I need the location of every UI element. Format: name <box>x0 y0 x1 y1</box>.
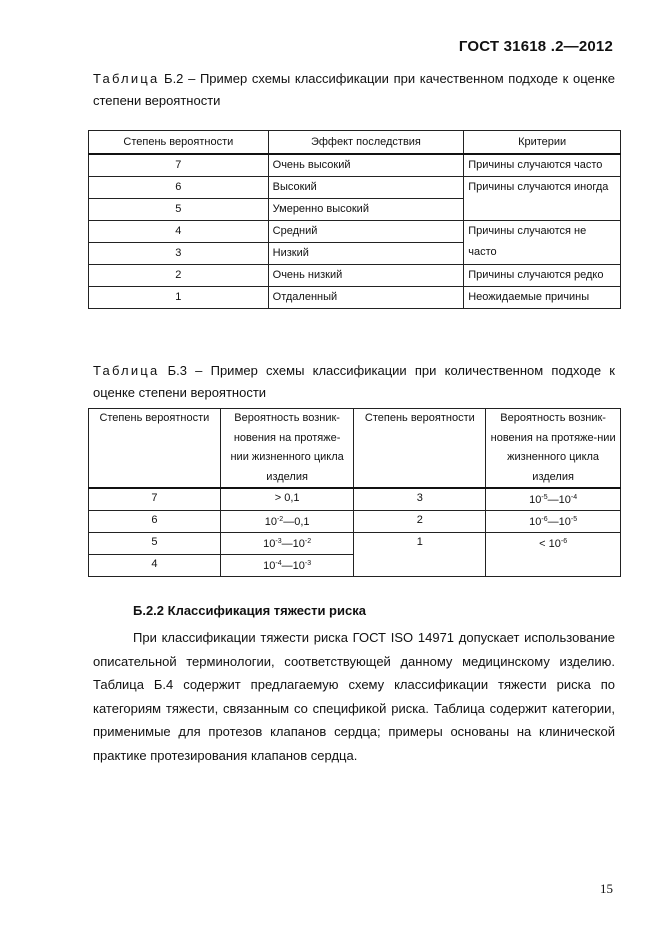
level-cell: 6 <box>89 177 269 199</box>
level-cell: 4 <box>89 555 221 577</box>
prob-base: —0,1 <box>283 516 310 528</box>
level-cell: 1 <box>354 533 486 577</box>
effect-cell: Отдаленный <box>268 287 464 309</box>
prob-exponent: -5 <box>570 516 578 523</box>
level-cell: 5 <box>89 199 269 221</box>
page-number: 15 <box>600 881 613 896</box>
column-header: Вероятность возник-новения на протяже-нии жизненного цикла изделия <box>220 409 354 489</box>
probability-cell <box>220 488 354 511</box>
prob-exponent: -6 <box>541 516 548 523</box>
effect-cell: Высокий <box>268 177 464 199</box>
prob-base: > 0,1 <box>274 492 300 504</box>
table-header-row <box>89 131 621 155</box>
table-row <box>89 287 621 309</box>
criteria-cell: Причины случаются иногда <box>464 177 621 221</box>
prob-base: 10 <box>264 516 277 528</box>
prob-base: —10 <box>281 538 305 550</box>
criteria-cell: Причины случаются редко <box>464 265 621 287</box>
level-cell: 7 <box>89 154 269 177</box>
effect-cell: Очень низкий <box>268 265 464 287</box>
table-row <box>89 154 621 177</box>
body-paragraph: При классификации тяжести риска ГОСТ ISO 14971 допускает использование описательной терминологии, соответствующей данному медицинскому изделию. Таблица Б.4 содержит предлагаемую схему классификации тяжести риска по категориям тяжести, связанным со спецификой риска. Таблица содержит категории, применимые для протезов клапанов сердца; примеры основаны на клинической практике протезирования клапанов сердца. <box>93 630 615 763</box>
table-label: Таблица <box>93 363 160 378</box>
caption-text: Б.2 – Пример схемы классификации при качественном подходе к оценке степени вероятности <box>93 71 615 108</box>
table-row <box>89 221 621 243</box>
caption-text: Б.3 – Пример схемы классификации при количественном подходе к оценке степени вероятности <box>93 363 615 400</box>
effect-cell: Очень высокий <box>268 154 464 177</box>
table-b3 <box>88 408 621 577</box>
prob-exponent: -2 <box>304 538 312 545</box>
prob-base: 10 <box>529 516 542 528</box>
prob-exponent: -5 <box>541 494 548 501</box>
level-cell: 6 <box>89 511 221 533</box>
prob-base: 10 <box>263 560 276 572</box>
prob-base: < 10 <box>539 538 561 550</box>
level-cell: 3 <box>89 243 269 265</box>
probability-cell <box>220 533 354 555</box>
prob-exponent: -4 <box>570 494 578 501</box>
probability-cell <box>220 555 354 577</box>
prob-base: —10 <box>547 494 571 506</box>
probability-cell <box>486 488 621 511</box>
effect-cell: Умеренно высокий <box>268 199 464 221</box>
table-b2 <box>88 130 621 309</box>
table-row <box>89 177 621 199</box>
column-header: Степень вероятности <box>354 409 486 489</box>
prob-exponent: -2 <box>276 516 284 523</box>
criteria-cell: Неожидаемые причины <box>464 287 621 309</box>
prob-base: 10 <box>263 538 276 550</box>
prob-exponent: -6 <box>560 538 568 545</box>
column-header: Критерии <box>464 131 621 155</box>
criteria-cell: Причины случаются часто <box>464 154 621 177</box>
level-cell: 3 <box>354 488 486 511</box>
level-cell: 2 <box>89 265 269 287</box>
prob-exponent: -3 <box>275 538 282 545</box>
level-cell: 1 <box>89 287 269 309</box>
prob-exponent: -4 <box>275 560 282 567</box>
document-code: ГОСТ 31618 .2—2012 <box>458 38 613 55</box>
table-label: Таблица <box>93 71 160 86</box>
column-header: Степень вероятности <box>89 131 269 155</box>
column-header: Эффект последствия <box>268 131 464 155</box>
prob-base: —10 <box>281 560 305 572</box>
effect-cell: Низкий <box>268 243 464 265</box>
level-cell: 4 <box>89 221 269 243</box>
prob-base: 10 <box>529 494 542 506</box>
table-b2-caption <box>93 68 615 112</box>
level-cell: 2 <box>354 511 486 533</box>
table-b3-caption <box>93 360 615 404</box>
probability-cell <box>220 511 354 533</box>
probability-cell <box>486 511 621 533</box>
table-row <box>89 488 621 511</box>
probability-cell <box>486 533 621 577</box>
column-header: Вероятность возник-новения на протяже-нии жизненного цикла изделия <box>486 409 621 489</box>
effect-cell: Средний <box>268 221 464 243</box>
table-header-row <box>89 409 621 489</box>
table-row <box>89 511 621 533</box>
prob-exponent: -3 <box>304 560 312 567</box>
level-cell: 7 <box>89 488 221 511</box>
table-row <box>89 265 621 287</box>
column-header: Степень вероятности <box>89 409 221 489</box>
table-row <box>89 533 621 555</box>
section-heading: Б.2.2 Классификация тяжести риска <box>133 603 366 618</box>
level-cell: 5 <box>89 533 221 555</box>
prob-base: —10 <box>547 516 571 528</box>
criteria-cell: Причины случаются не часто <box>464 221 621 265</box>
